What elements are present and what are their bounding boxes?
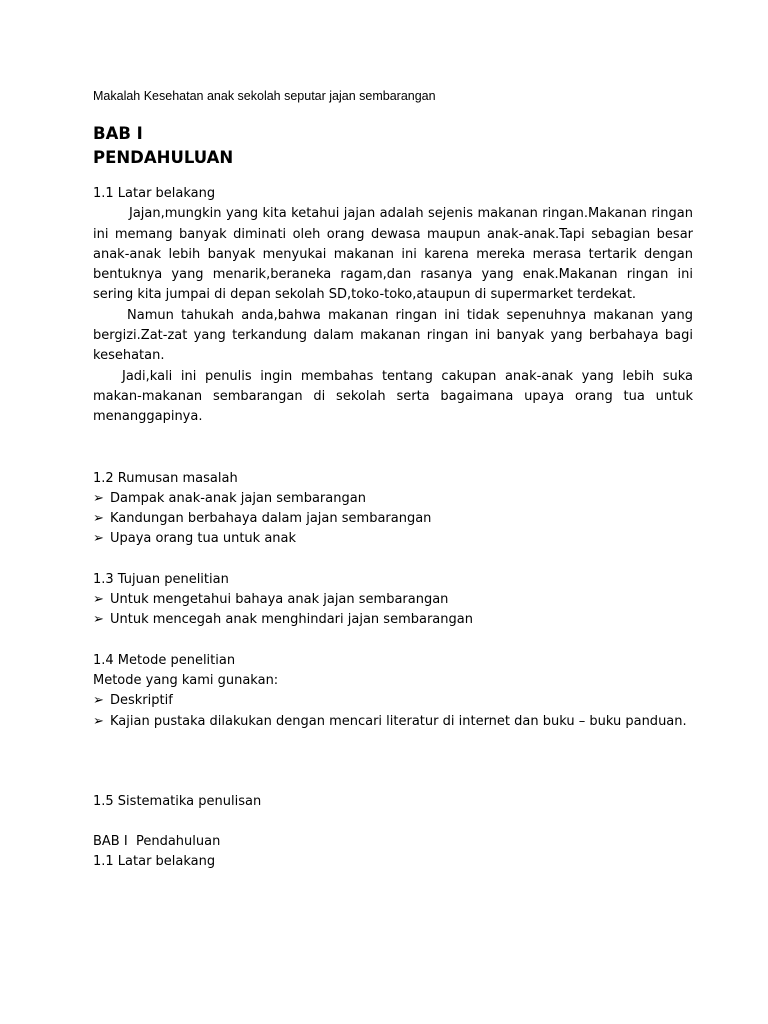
- document-body: [93, 122, 693, 873]
- list-item: [93, 489, 693, 509]
- list-item: [93, 529, 693, 549]
- spacer: [93, 550, 693, 570]
- list-item: [93, 509, 693, 529]
- arrowhead-bullet-icon: ➢: [93, 693, 104, 709]
- list-item-text: Dampak anak-anak jajan sembarangan: [110, 490, 366, 506]
- arrowhead-bullet-icon: ➢: [93, 612, 104, 628]
- list-item-wrapped: [93, 712, 693, 732]
- list-item-text: Untuk mencegah anak menghindari jajan sembarangan: [110, 612, 473, 628]
- section-heading-tujuan-penelitian: 1.3 Tujuan penelitian: [93, 571, 229, 587]
- list-item-text: Kajian pustaka dilakukan dengan mencari literatur di internet dan buku – buku panduan.: [110, 713, 687, 729]
- arrowhead-bullet-icon: ➢: [93, 531, 104, 547]
- arrowhead-bullet-icon: ➢: [93, 713, 104, 729]
- arrowhead-bullet-icon: ➢: [93, 490, 104, 506]
- outline-chapter-line: BAB I Pendahuluan: [93, 834, 221, 850]
- list-item-text: Deskriptif: [110, 693, 173, 709]
- list-item-text: Untuk mengetahui bahaya anak jajan sembarangan: [110, 592, 449, 608]
- document-header: Makalah Kesehatan anak sekolah seputar jajan sembarangan: [93, 89, 436, 103]
- section-heading-sistematika-penulisan: 1.5 Sistematika penulisan: [93, 793, 262, 809]
- list-item: [93, 590, 693, 610]
- paragraph: Jajan,mungkin yang kita ketahui jajan adalah sejenis makanan ringan.Makanan ringan ini memang banyak diminati oleh orang dewasa maupun anak-anak.Tapi sebagian besar anak-anak lebih banyak menyukai makanan ini karena mereka merasa tertarik dengan bentuknya yang menarik,beraneka ragam,dan rasanya yang enak.Makanan ringan ini sering kita jumpai di depan sekolah SD,toko-toko,ataupun di supermarket terdekat.: [93, 206, 693, 303]
- chapter-label: BAB I: [93, 124, 143, 143]
- section-heading-latar-belakang: 1.1 Latar belakang: [93, 186, 216, 201]
- outline-section-line: 1.1 Latar belakang: [93, 854, 216, 870]
- section-heading-metode-penelitian: 1.4 Metode penelitian: [93, 652, 236, 668]
- metode-intro: Metode yang kami gunakan:: [93, 672, 279, 688]
- spacer: [93, 732, 693, 792]
- spacer: [93, 812, 693, 832]
- section-heading-rumusan-masalah: 1.2 Rumusan masalah: [93, 470, 238, 486]
- chapter-title: PENDAHULUAN: [93, 148, 234, 167]
- spacer: [93, 631, 693, 651]
- paragraph: Jadi,kali ini penulis ingin membahas tentang cakupan anak-anak yang lebih suka makan-makanan sembarangan di sekolah serta bagaimana upaya orang tua untuk menanggapinya.: [93, 368, 693, 425]
- arrowhead-bullet-icon: ➢: [93, 511, 104, 527]
- paragraph: Namun tahukah anda,bahwa makanan ringan ini tidak sepenuhnya makanan yang bergizi.Zat-zat yang terkandung dalam makanan ringan ini banyak yang berbahaya bagi kesehatan.: [93, 307, 693, 364]
- list-item-text: Upaya orang tua untuk anak: [110, 531, 297, 547]
- list-item: [93, 691, 693, 711]
- list-item-text: Kandungan berbahaya dalam jajan sembarangan: [110, 511, 432, 527]
- spacer: [93, 428, 693, 469]
- arrowhead-bullet-icon: ➢: [93, 592, 104, 608]
- list-item: [93, 610, 693, 630]
- spacer: [93, 170, 693, 184]
